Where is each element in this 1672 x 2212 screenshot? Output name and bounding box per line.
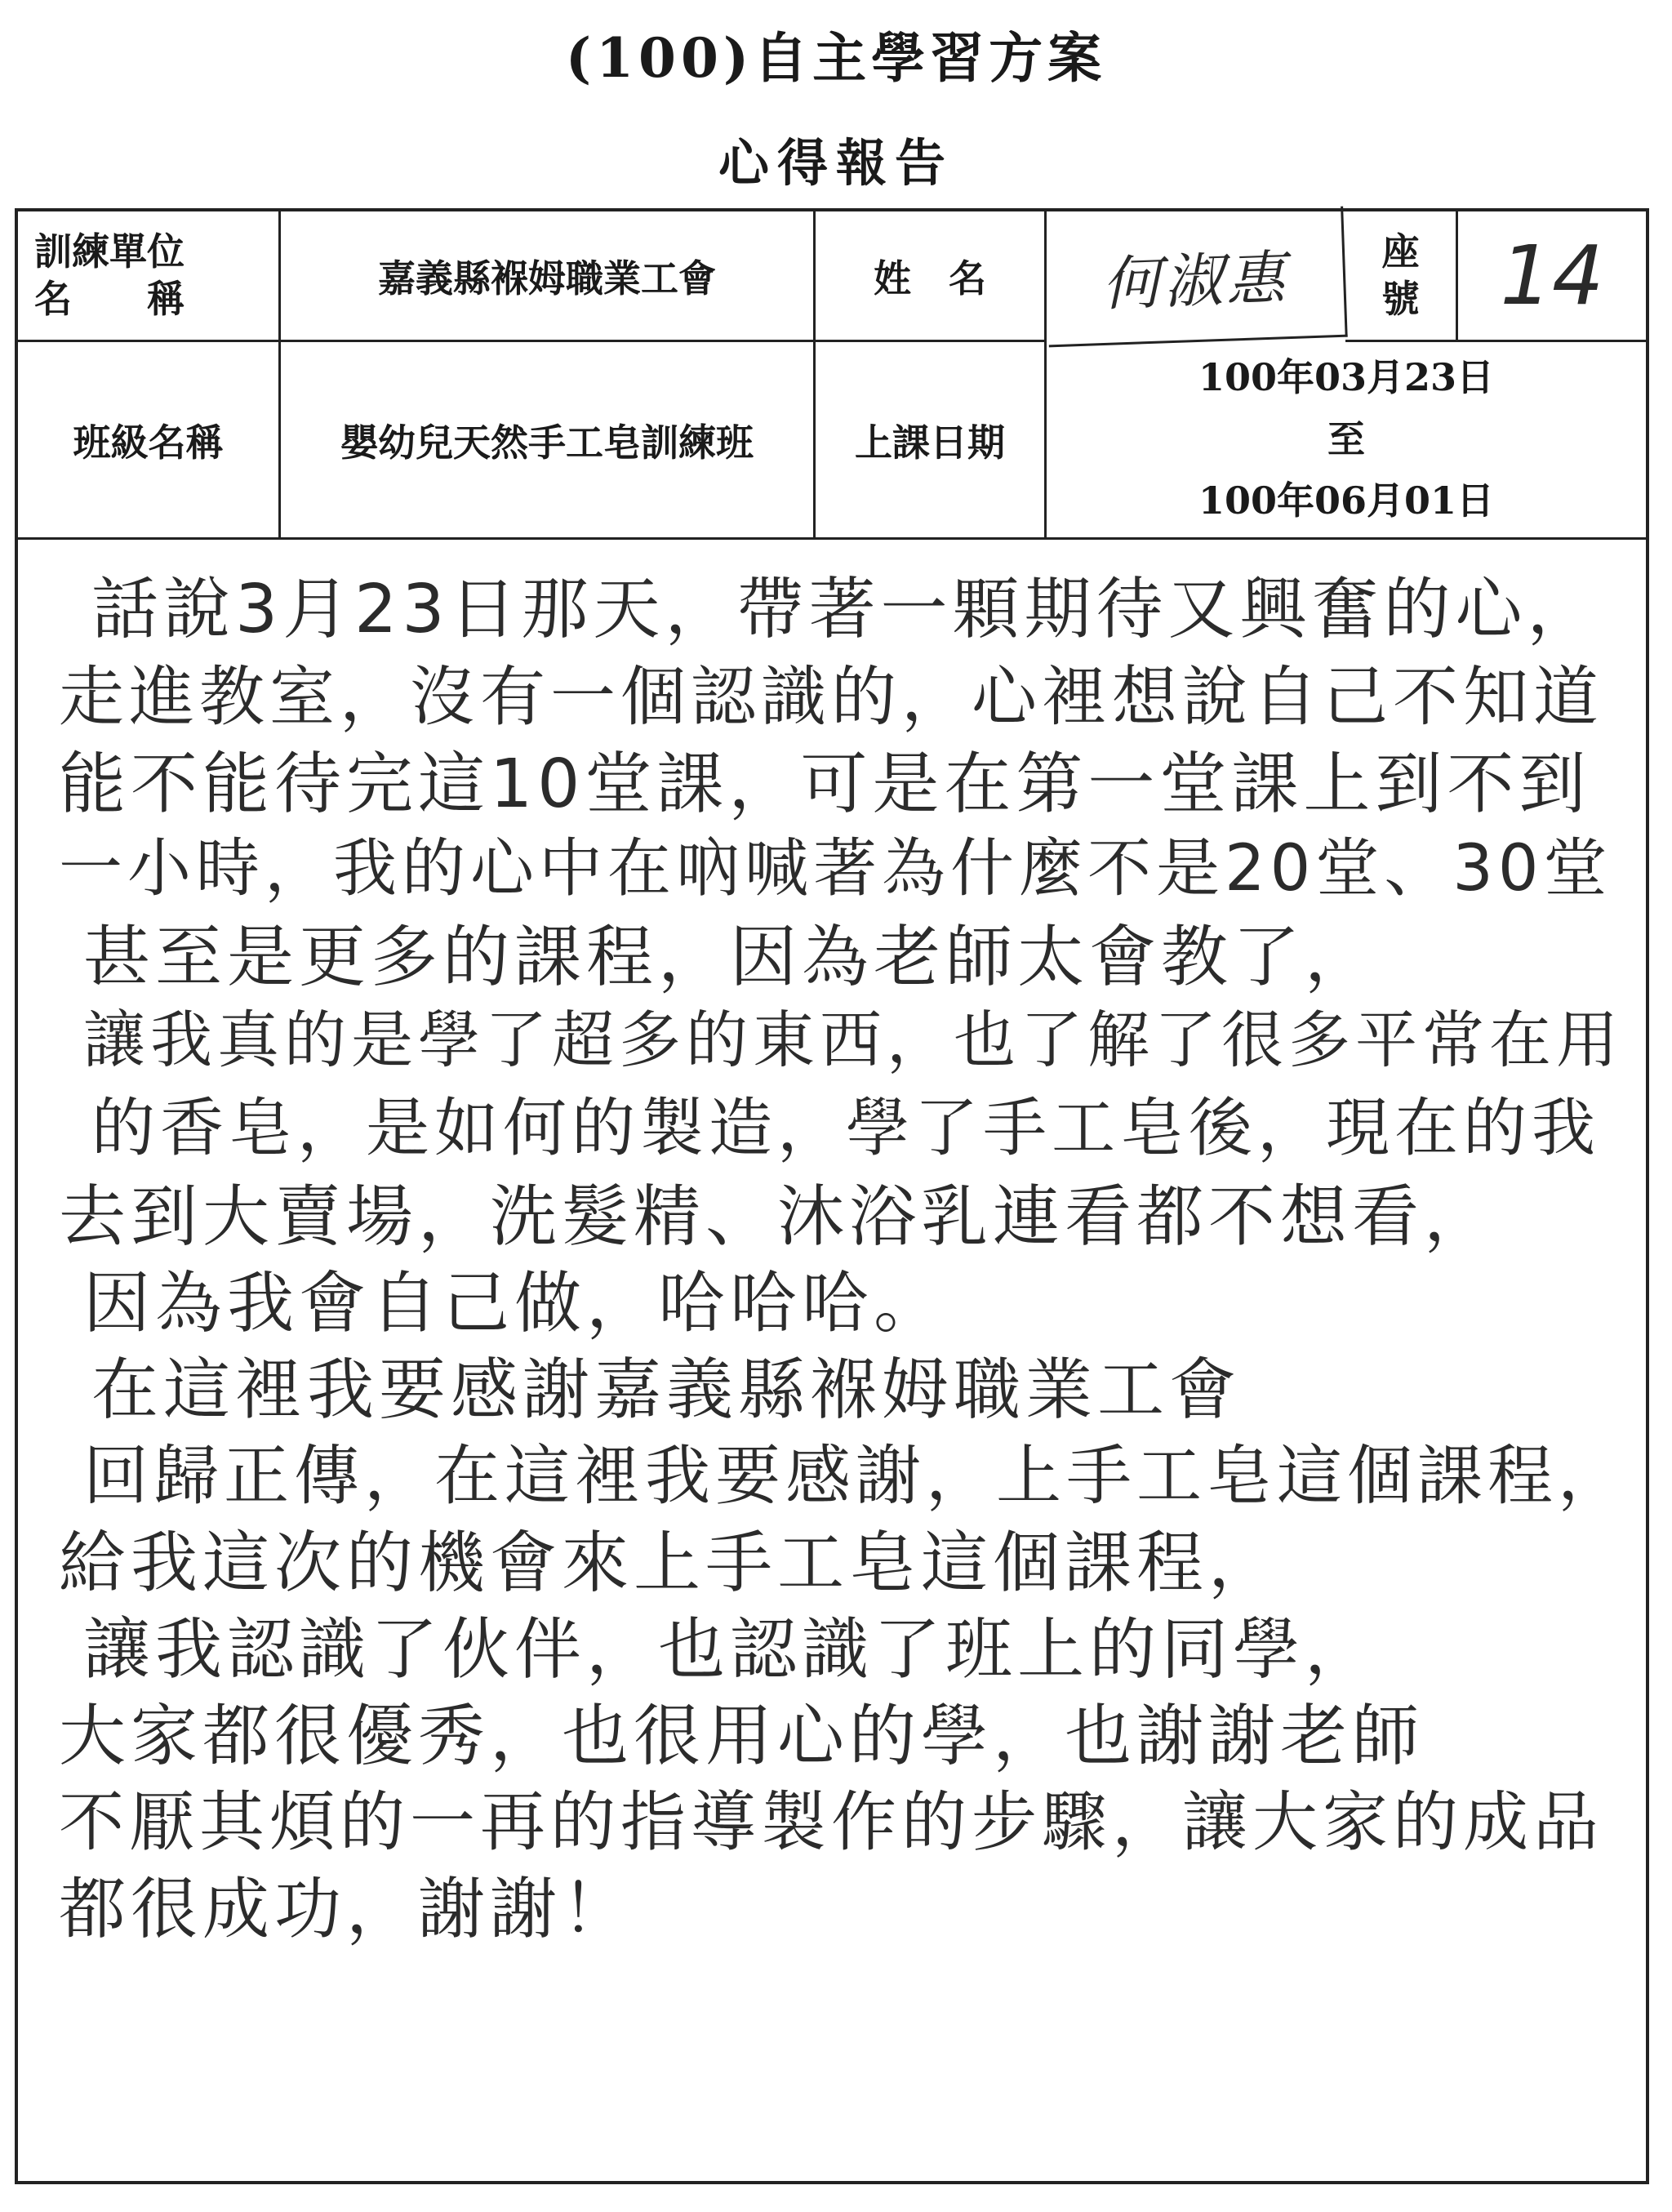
essay-line: 話說3月23日那天，帶著一顆期待又興奮的心， <box>91 571 1599 648</box>
date-end: 100年06月01日 <box>1198 478 1495 523</box>
essay-line: 大家都很優秀，也很用心的學，也謝謝老師 <box>59 1698 1425 1775</box>
essay-line: 不厭其煩的一再的指導製作的步驟，讓大家的成品 <box>59 1784 1603 1860</box>
date-start: 100年03月23日 <box>1198 354 1495 399</box>
essay-line: 給我這次的機會來上手工皂這個課程， <box>59 1524 1281 1602</box>
essay-line: 讓我真的是學了超多的東西，也了解了很多平常在用 <box>83 1004 1623 1076</box>
date-label: 上課日期 <box>816 342 1047 540</box>
seat-value: 14 <box>1458 211 1646 342</box>
class-label: 班級名稱 <box>18 342 281 540</box>
seat-label-line-2: 號 <box>1381 276 1420 321</box>
essay-line: 回歸正傳，在這裡我要感謝，上手工皂這個課程， <box>83 1438 1628 1514</box>
report-form <box>15 208 1649 2184</box>
unit-label-line-1: 訓練單位 <box>34 229 185 274</box>
name-signature: 何淑惠 <box>1044 207 1347 348</box>
essay-line: 能不能待完這10堂課，可是在第一堂課上到不到 <box>59 745 1591 823</box>
seat-label <box>1345 211 1458 342</box>
essay-line: 因為我會自己做，哈哈哈。 <box>83 1265 946 1342</box>
class-value: 嬰幼兒天然手工皂訓練班 <box>281 342 816 540</box>
essay-line: 在這裡我要感謝嘉義縣褓姆職業工會 <box>91 1351 1242 1429</box>
essay-line: 讓我認識了伙伴，也認識了班上的同學， <box>83 1611 1377 1689</box>
page-title: (100)自主學習方案 <box>565 26 1107 90</box>
essay-line: 都很成功，謝謝！ <box>59 1871 634 1948</box>
essay-line: 一小時，我的心中在吶喊著為什麼不是20堂、30堂 <box>59 832 1612 906</box>
name-label: 姓 名 <box>816 211 1047 342</box>
essay-body <box>18 540 1646 2184</box>
unit-label-line-2: 名 稱 <box>34 276 185 321</box>
essay-line: 的香皂，是如何的製造，學了手工皂後，現在的我 <box>91 1092 1601 1165</box>
essay-line: 去到大賣場，洗髮精、沐浴乳連看都不想看， <box>59 1178 1496 1256</box>
unit-label <box>18 211 281 342</box>
date-to: 至 <box>1327 416 1365 461</box>
seat-label-line-1: 座 <box>1381 229 1420 274</box>
date-range <box>1047 342 1646 540</box>
unit-value: 嘉義縣褓姆職業工會 <box>281 211 816 342</box>
essay-line: 甚至是更多的課程，因為老師太會教了， <box>83 919 1377 996</box>
essay-line: 走進教室，沒有一個認識的，心裡想說自己不知道 <box>59 659 1603 735</box>
page-subtitle: 心得報告 <box>718 133 954 193</box>
